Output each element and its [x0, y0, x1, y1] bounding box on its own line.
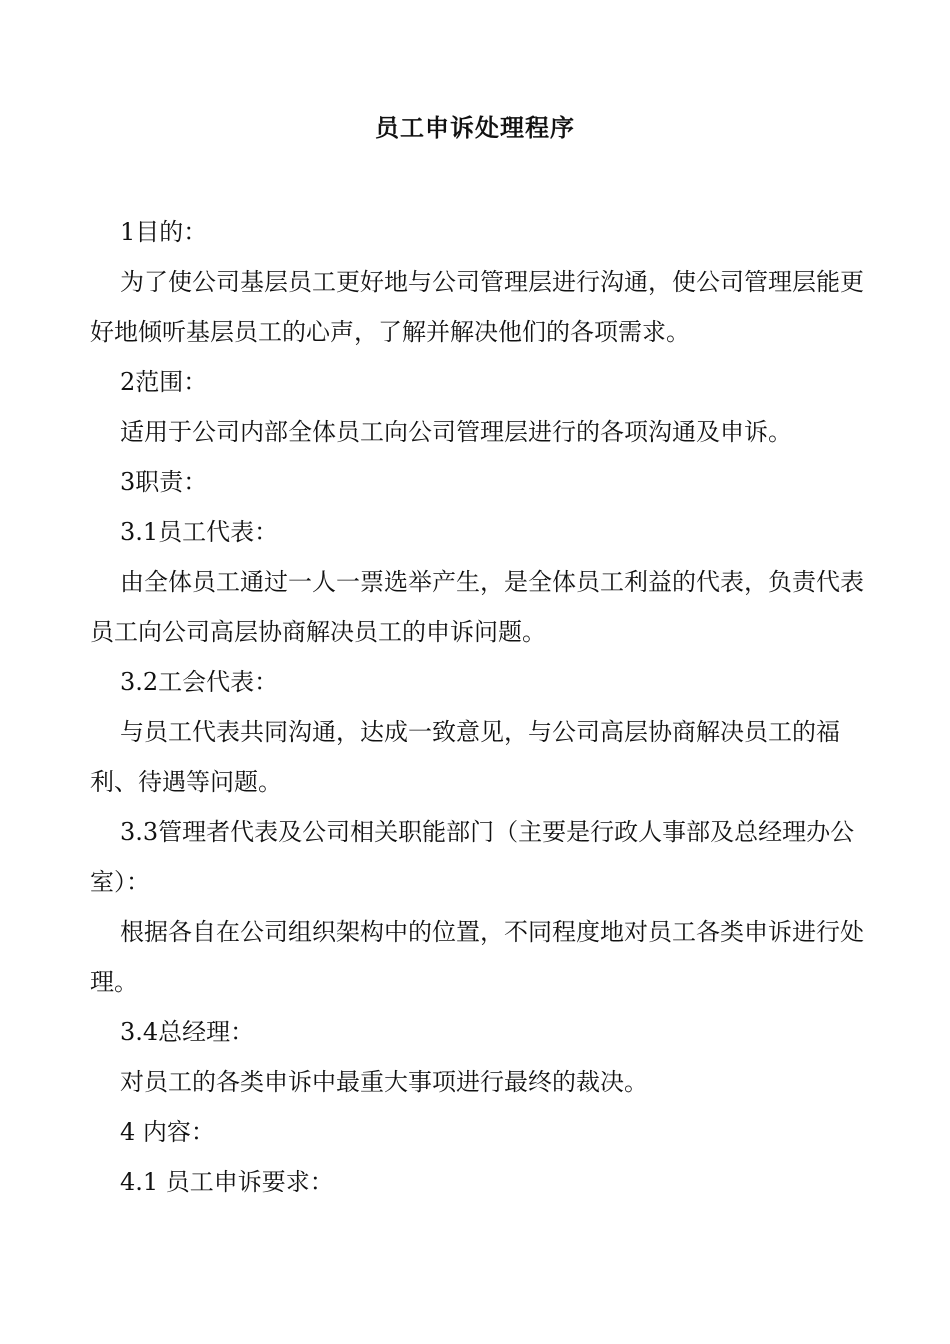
section-4-heading: 4 内容：	[120, 1118, 215, 1146]
section-2-heading: 2范围：	[120, 368, 208, 396]
section-3-4-heading: 3.4总经理：	[120, 1018, 255, 1046]
section-3-3-body: 根据各自在公司组织架构中的位置，不同程度地对员工各类申诉进行处理。	[90, 918, 864, 996]
section-3-1-body: 由全体员工通过一人一票选举产生，是全体员工利益的代表，负责代表员工向公司高层协商解决员工的申诉问题。	[90, 568, 864, 646]
section-2-body: 适用于公司内部全体员工向公司管理层进行的各项沟通及申诉。	[120, 418, 792, 446]
section-1-heading: 1目的：	[120, 218, 208, 246]
section-3-2-body: 与员工代表共同沟通，达成一致意见，与公司高层协商解决员工的福利、待遇等问题。	[90, 718, 840, 796]
section-3-4-body: 对员工的各类申诉中最重大事项进行最终的裁决。	[120, 1068, 648, 1096]
section-3-3-heading: 3.3管理者代表及公司相关职能部门（主要是行政人事部及总经理办公室）：	[90, 818, 855, 896]
section-3-heading: 3职责：	[120, 468, 208, 496]
section-1-body: 为了使公司基层员工更好地与公司管理层进行沟通，使公司管理层能更好地倾听基层员工的心声，了解并解决他们的各项需求。	[90, 268, 864, 346]
document-body	[90, 207, 864, 1207]
document-title: 员工申诉处理程序	[375, 113, 575, 142]
section-3-2-heading: 3.2工会代表：	[120, 668, 279, 696]
section-3-1-heading: 3.1员工代表：	[120, 518, 279, 546]
section-4-1-heading: 4.1 员工申诉要求：	[120, 1168, 334, 1196]
